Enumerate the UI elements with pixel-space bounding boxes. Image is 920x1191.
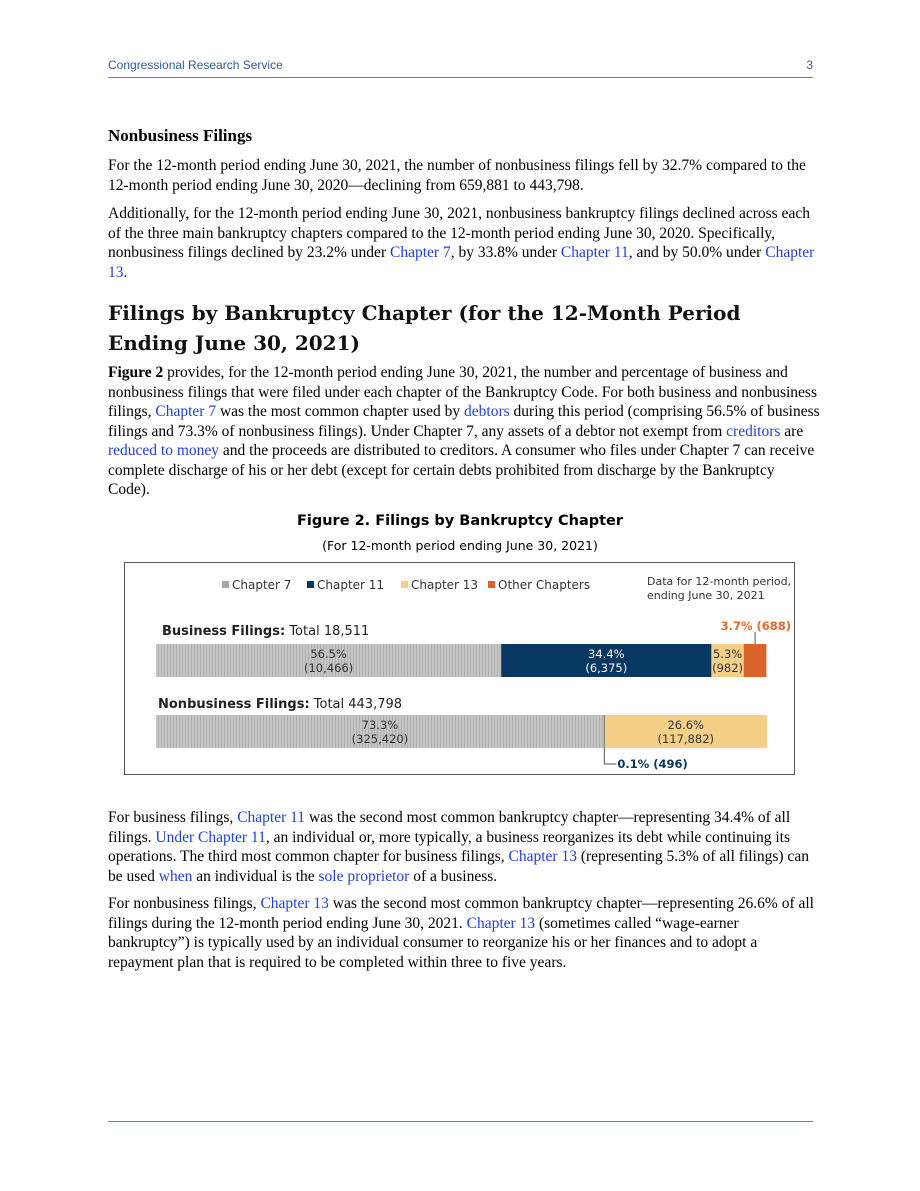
text-run: and the proceeds are distributed to creditors. A consumer who files under Chapter 7 can receive complete discharge of his or her debt (except for certain debts prohibited from discharge by the Bankruptcy Code). [108,442,815,498]
data-label: (10,466) [303,661,354,675]
legend-swatch [222,581,229,588]
legend-swatch [488,581,495,588]
link-chapter-13[interactable]: Chapter 13 [508,848,577,865]
legend-label: Chapter 11 [317,578,385,592]
text-run: Additionally, for the 12-month period ending June 30, 2021, nonbusiness bankruptcy filings declined across each of the three main bankruptcy chapters compared to the 12-month period ending June 30, 2020. Specifically, nonbusiness filings declined by 23.2% under [108,205,810,261]
link-debtors[interactable]: debtors [464,403,510,420]
chapter-paragraph [108,363,820,500]
bar-segment [744,644,767,677]
data-label: (117,882) [657,732,715,746]
link-chapter-13[interactable]: Chapter 13 [466,914,536,932]
header-rule [108,77,813,78]
text-run: (representing 5.3% of all filings) can be used [108,848,809,885]
text-run: , by 33.8% under [450,244,561,261]
after-figure-paragraph-1 [108,808,820,886]
row-label: Business Filings: Total 18,511 [162,624,370,639]
text-run: For nonbusiness filings, [108,895,261,912]
page-number: 3 [806,58,813,72]
link-reduced-to-money[interactable]: reduced to money [108,442,220,459]
legend-label: Chapter 7 [232,578,292,592]
link-under-chapter-11[interactable]: Under Chapter 11 [155,828,266,846]
link-chapter-13[interactable]: Chapter 13 [260,895,329,912]
nonbusiness-paragraph-1: For the 12-month period ending June 30, 2021, the number of nonbusiness filings fell by 32.7% compared to the 12-month period ending June 30, 2020—declining from 659,881 to 443,798. [108,157,806,194]
figure-subtitle: (For 12-month period ending June 30, 2021) [322,538,598,553]
link-creditors[interactable]: creditors [726,422,781,440]
link-when[interactable]: when [158,867,193,885]
callout-label: 3.7% (688) [720,619,791,633]
text-run: , and by 50.0% under [628,244,766,261]
text-run: of a business. [409,867,498,885]
chart-frame [124,562,795,775]
figure-title: Figure 2. Filings by Bankruptcy Chapter [296,513,624,529]
text-run: provides, for the 12-month period ending June 30, 2021, the number and percentage of business and nonbusiness filings that were filed under each chapter of the Bankruptcy Code. For both business and nonbusiness filings, [108,364,817,420]
text-run: (sometimes called “wage-earner bankruptcy”) is typically used by an individual consumer to reorganize his or her finances and to adopt a repayment plan that is required to be completed within three to five years. [108,914,758,971]
text-run: For business filings, [108,809,238,826]
data-label: (325,420) [351,732,409,746]
nonbusiness-heading: Nonbusiness Filings [108,126,253,145]
chapter-heading: Filings by Bankruptcy Chapter (for the 12-Month Period Ending June 30, 2021) [108,301,741,355]
data-label: 26.6% [667,718,705,732]
data-label: (6,375) [585,661,628,675]
text-run: was the second most common bankruptcy chapter—representing 26.6% of all filings during the 12-month period ending June 30, 2021. [108,895,814,932]
nonbusiness-paragraph-2 [108,204,820,282]
data-label: 5.3% [712,647,743,661]
chart-note-line-2: ending June 30, 2021 [647,589,765,602]
text-run: was the most common chapter used by [216,403,465,420]
chart-note-line-1: Data for 12-month period, [647,575,792,588]
legend-label: Other Chapters [498,578,591,592]
row-label: Nonbusiness Filings: Total 443,798 [158,697,403,712]
text-run: are [780,422,804,440]
stacked-bar-chart [125,563,796,776]
text-run: , an individual or, more typically, a business reorganizes its debt while continuing its operations. The third most common chapter for business filings, [108,828,790,865]
callout-label: 0.1% (496) [617,757,688,771]
data-label: (982) [712,661,744,675]
data-label: 56.5% [310,647,347,661]
text-run: . [123,263,128,281]
link-chapter-7[interactable]: Chapter 7 [155,403,217,420]
data-label: 73.3% [361,718,399,732]
footer-rule [108,1121,813,1122]
header-org: Congressional Research Service [108,58,283,72]
legend-swatch [307,581,314,588]
callout-line [604,748,616,764]
link-chapter-11[interactable]: Chapter 11 [560,244,629,261]
legend-swatch [401,581,408,588]
after-figure-paragraph-2 [108,894,820,972]
legend-label: Chapter 13 [411,578,479,592]
figure-reference: Figure 2 [108,364,164,381]
link-chapter-13[interactable]: Chapter 13 [108,244,815,281]
link-sole-proprietor[interactable]: sole proprietor [318,867,410,885]
link-chapter-11[interactable]: Chapter 11 [237,809,306,826]
text-run: during this period (comprising 56.5% of business filings and 73.3% of nonbusiness filings). Under Chapter 7, any assets of a debtor not exempt from [108,403,820,440]
text-run: was the second most common bankruptcy chapter—representing 34.4% of all filings. [108,809,791,846]
data-label: 34.4% [588,647,625,661]
link-chapter-7[interactable]: Chapter 7 [389,244,451,261]
page-header [108,58,813,76]
text-run: an individual is the [192,867,319,885]
